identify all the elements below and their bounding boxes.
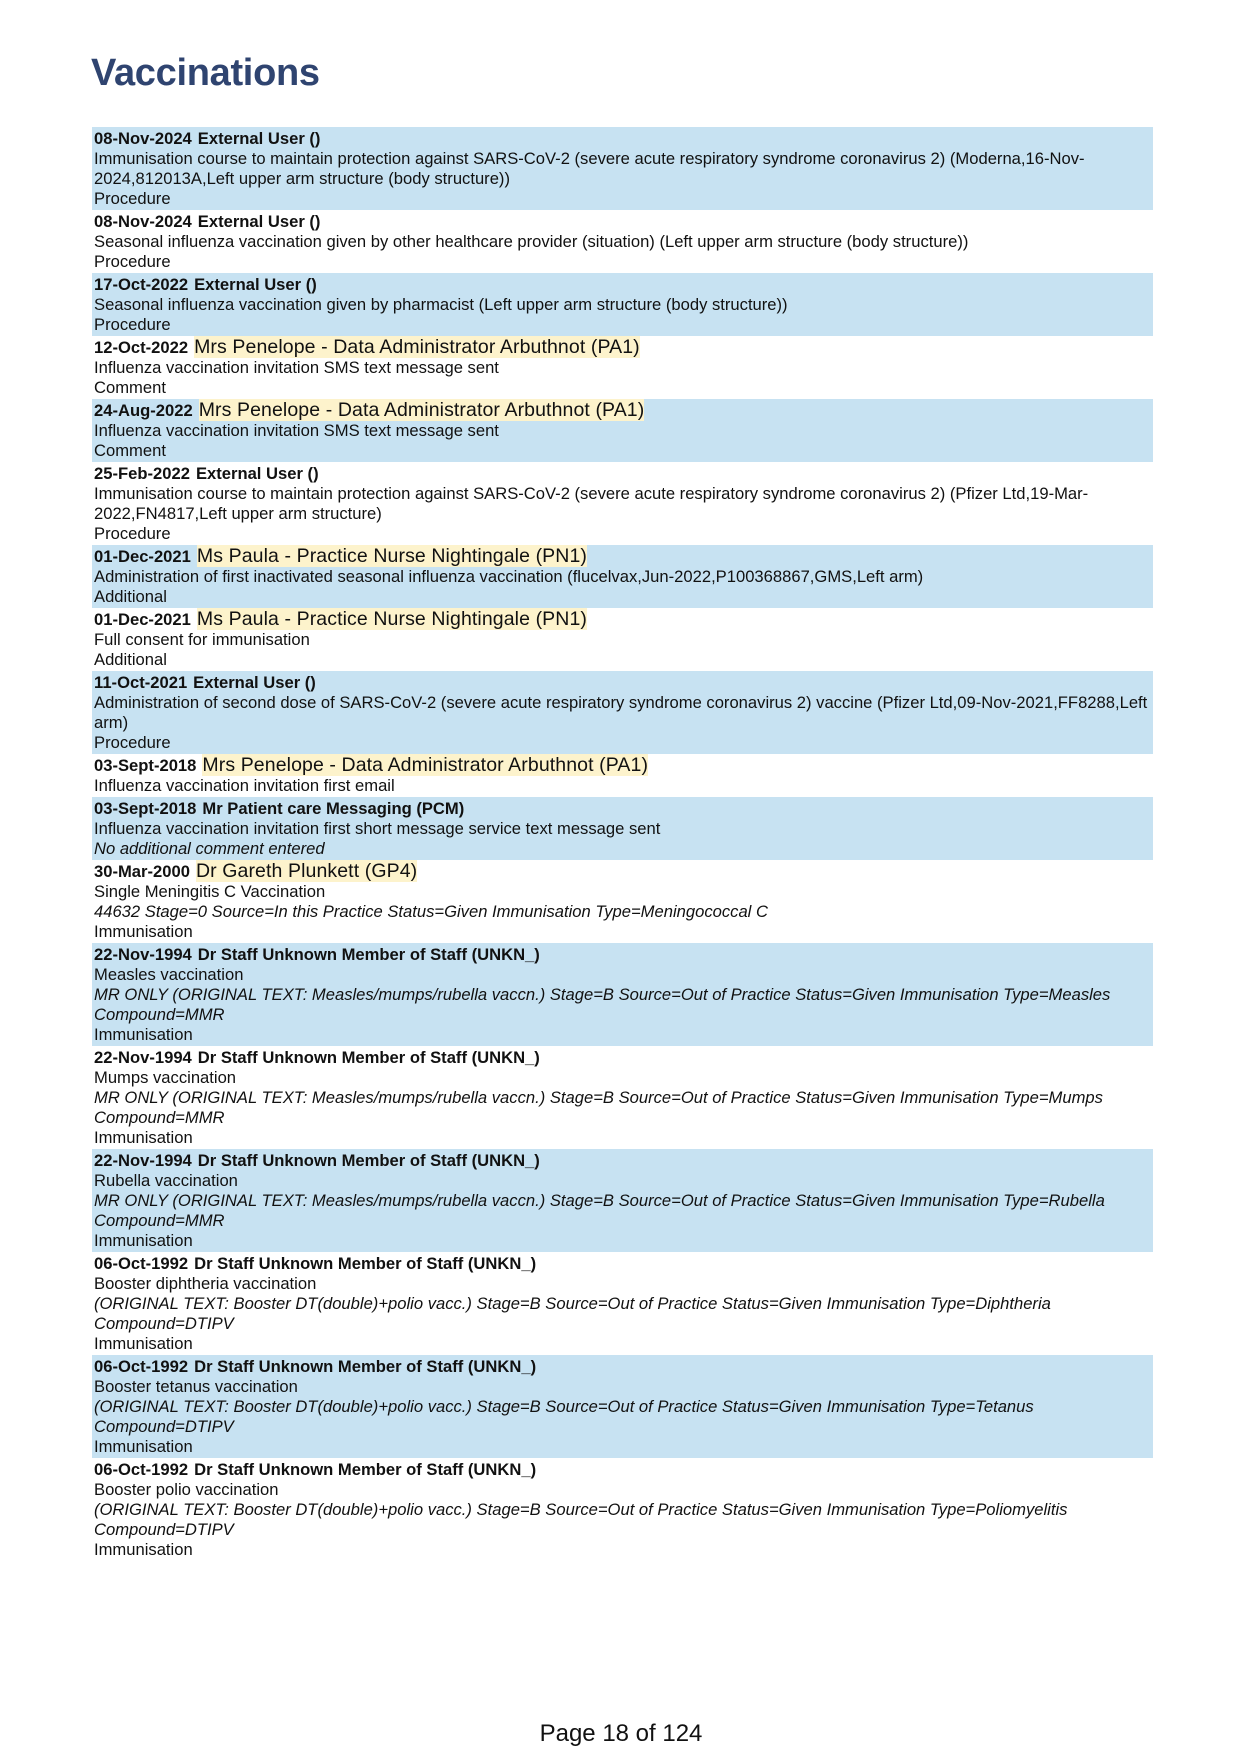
entry-date: 03-Sept-2018 (94, 756, 197, 775)
entry-note: 44632 Stage=0 Source=In this Practice Status=Given Immunisation Type=Meningococcal C (94, 902, 768, 921)
entry-description: Immunisation course to maintain protection against SARS-CoV-2 (severe acute respiratory syndrome coronavirus 2) (Moderna,16-Nov-2024,812013A,Left upper arm structure (body structure)) (94, 149, 1085, 188)
entry-author: External User () (193, 673, 316, 692)
entry-author: External User () (197, 129, 321, 148)
entry-header (94, 1458, 1151, 1480)
entry-description: Influenza vaccination invitation first email (94, 776, 395, 795)
entry-description: Rubella vaccination (94, 1171, 238, 1190)
entry-author: Mrs Penelope - Data Administrator Arbuthnot (PA1) (194, 336, 640, 358)
vaccination-entry (92, 797, 1153, 860)
entry-header (94, 336, 1151, 358)
entry-author: Ms Paula - Practice Nurse Nightingale (PN1) (196, 608, 587, 630)
vaccination-entry (92, 671, 1153, 754)
entry-type: Immunisation (94, 1025, 193, 1044)
entry-date: 12-Oct-2022 (94, 338, 189, 357)
entry-description: Immunisation course to maintain protection against SARS-CoV-2 (severe acute respiratory syndrome coronavirus 2) (Pfizer Ltd,19-Mar-2022,FN4817,Left upper arm structure) (94, 484, 1089, 523)
vaccination-entry (92, 1149, 1153, 1252)
vaccination-entry (92, 210, 1153, 273)
entry-type: Procedure (94, 524, 171, 543)
entry-header (94, 462, 1151, 484)
entry-header (94, 1046, 1151, 1068)
entry-author: Dr Staff Unknown Member of Staff (UNKN_) (194, 1357, 537, 1376)
entry-author: Dr Staff Unknown Member of Staff (UNKN_) (197, 1151, 540, 1170)
entry-type: Immunisation (94, 1334, 193, 1353)
entry-header (94, 754, 1151, 776)
entry-type: Immunisation (94, 1540, 193, 1559)
entry-description: Single Meningitis C Vaccination (94, 882, 326, 901)
entry-date: 06-Oct-1992 (94, 1254, 189, 1273)
entry-date: 01-Dec-2021 (94, 547, 191, 566)
entry-author: Dr Staff Unknown Member of Staff (UNKN_) (194, 1254, 537, 1273)
entry-description: Mumps vaccination (94, 1068, 237, 1087)
entry-header (94, 1252, 1151, 1274)
entry-date: 22-Nov-1994 (94, 1048, 192, 1067)
entry-date: 08-Nov-2024 (94, 212, 192, 231)
vaccination-entry (92, 1252, 1153, 1355)
vaccination-entry (92, 943, 1153, 1046)
entry-header (94, 608, 1151, 630)
entry-author: Dr Staff Unknown Member of Staff (UNKN_) (197, 1048, 540, 1067)
vaccination-entry (92, 1458, 1153, 1561)
entry-date: 11-Oct-2021 (94, 673, 188, 692)
entry-author: Ms Paula - Practice Nurse Nightingale (PN1) (196, 545, 587, 567)
entry-header (94, 210, 1151, 232)
entry-author: Dr Gareth Plunkett (GP4) (195, 860, 418, 882)
entry-type: Additional (94, 650, 167, 669)
vaccination-entry (92, 1355, 1153, 1458)
entry-header (94, 399, 1151, 421)
entry-description: Administration of second dose of SARS-CoV-2 (severe acute respiratory syndrome coronavirus 2) vaccine (Pfizer Ltd,09-Nov-2021,FF8288,Left arm) (94, 693, 1148, 732)
vaccination-entry (92, 273, 1153, 336)
entry-author: Mrs Penelope - Data Administrator Arbuthnot (PA1) (202, 754, 649, 776)
entry-type: Procedure (94, 252, 171, 271)
entry-type: Procedure (94, 733, 171, 752)
entry-header (94, 127, 1151, 149)
entry-date: 25-Feb-2022 (94, 464, 190, 483)
vaccination-entry (92, 399, 1153, 462)
entry-author: Dr Staff Unknown Member of Staff (UNKN_) (194, 1460, 537, 1479)
entry-header (94, 273, 1151, 295)
entry-description: Seasonal influenza vaccination given by pharmacist (Left upper arm structure (body structure)) (94, 295, 788, 314)
entry-header (94, 671, 1151, 693)
entry-date: 06-Oct-1992 (94, 1460, 189, 1479)
entry-description: Full consent for immunisation (94, 630, 310, 649)
page-title: Vaccinations (91, 52, 320, 94)
entry-description: Influenza vaccination invitation SMS text message sent (94, 421, 499, 440)
vaccination-entry (92, 336, 1153, 399)
entry-type: Immunisation (94, 922, 193, 941)
vaccination-list (92, 127, 1153, 1561)
entry-description: Influenza vaccination invitation first short message service text message sent (94, 819, 661, 838)
entry-date: 24-Aug-2022 (94, 401, 193, 420)
entry-author: Mrs Penelope - Data Administrator Arbuthnot (PA1) (198, 399, 645, 421)
entry-note: (ORIGINAL TEXT: Booster DT(double)+polio vacc.) Stage=B Source=Out of Practice Status=Given Immunisation Type=Diphtheria Compound=DTIPV (94, 1294, 1051, 1333)
entry-header (94, 943, 1151, 965)
vaccination-entry (92, 462, 1153, 545)
entry-type: Procedure (94, 189, 171, 208)
entry-note: MR ONLY (ORIGINAL TEXT: Measles/mumps/rubella vaccn.) Stage=B Source=Out of Practice Status=Given Immunisation Type=Measles Compound=MMR (94, 985, 1111, 1024)
entry-author: External User () (197, 212, 321, 231)
entry-date: 08-Nov-2024 (94, 129, 192, 148)
entry-note: MR ONLY (ORIGINAL TEXT: Measles/mumps/rubella vaccn.) Stage=B Source=Out of Practice Status=Given Immunisation Type=Mumps Compound=MMR (94, 1088, 1103, 1127)
entry-author: External User () (194, 275, 317, 294)
vaccination-entry (92, 754, 1153, 797)
entry-date: 17-Oct-2022 (94, 275, 189, 294)
entry-date: 06-Oct-1992 (94, 1357, 189, 1376)
entry-header (94, 1355, 1151, 1377)
vaccination-entry (92, 545, 1153, 608)
entry-description: Booster polio vaccination (94, 1480, 279, 1499)
vaccination-entry (92, 1046, 1153, 1149)
entry-note: No additional comment entered (94, 839, 325, 858)
entry-description: Measles vaccination (94, 965, 244, 984)
entry-description: Booster tetanus vaccination (94, 1377, 298, 1396)
entry-date: 22-Nov-1994 (94, 945, 192, 964)
entry-type: Comment (94, 378, 166, 397)
entry-date: 30-Mar-2000 (94, 862, 190, 881)
vaccination-entry (92, 608, 1153, 671)
entry-description: Influenza vaccination invitation SMS text message sent (94, 358, 499, 377)
entry-date: 22-Nov-1994 (94, 1151, 192, 1170)
vaccination-entry (92, 127, 1153, 210)
entry-type: Additional (94, 587, 167, 606)
entry-description: Seasonal influenza vaccination given by other healthcare provider (situation) (Left upper arm structure (body structure)) (94, 232, 969, 251)
entry-note: (ORIGINAL TEXT: Booster DT(double)+polio vacc.) Stage=B Source=Out of Practice Status=Given Immunisation Type=Tetanus Compound=DTIPV (94, 1397, 1034, 1436)
entry-type: Immunisation (94, 1128, 193, 1147)
entry-type: Procedure (94, 315, 171, 334)
vaccination-entry (92, 860, 1153, 943)
entry-header (94, 545, 1151, 567)
entry-date: 01-Dec-2021 (94, 610, 191, 629)
entry-type: Immunisation (94, 1231, 193, 1250)
entry-author: External User () (195, 464, 319, 483)
entry-type: Comment (94, 441, 166, 460)
entry-header (94, 797, 1151, 819)
entry-description: Booster diphtheria vaccination (94, 1274, 317, 1293)
entry-type: Immunisation (94, 1437, 193, 1456)
entry-author: Dr Staff Unknown Member of Staff (UNKN_) (197, 945, 540, 964)
entry-author: Mr Patient care Messaging (PCM) (202, 799, 465, 818)
entry-date: 03-Sept-2018 (94, 799, 197, 818)
entry-header (94, 1149, 1151, 1171)
entry-note: (ORIGINAL TEXT: Booster DT(double)+polio vacc.) Stage=B Source=Out of Practice Status=Given Immunisation Type=Poliomyelitis Compound=DTIPV (94, 1500, 1068, 1539)
page-number: Page 18 of 124 (539, 1720, 703, 1747)
entry-note: MR ONLY (ORIGINAL TEXT: Measles/mumps/rubella vaccn.) Stage=B Source=Out of Practice Status=Given Immunisation Type=Rubella Compound=MMR (94, 1191, 1105, 1230)
entry-header (94, 860, 1151, 882)
entry-description: Administration of first inactivated seasonal influenza vaccination (flucelvax,Jun-2022,P100368867,GMS,Left arm) (94, 567, 924, 586)
